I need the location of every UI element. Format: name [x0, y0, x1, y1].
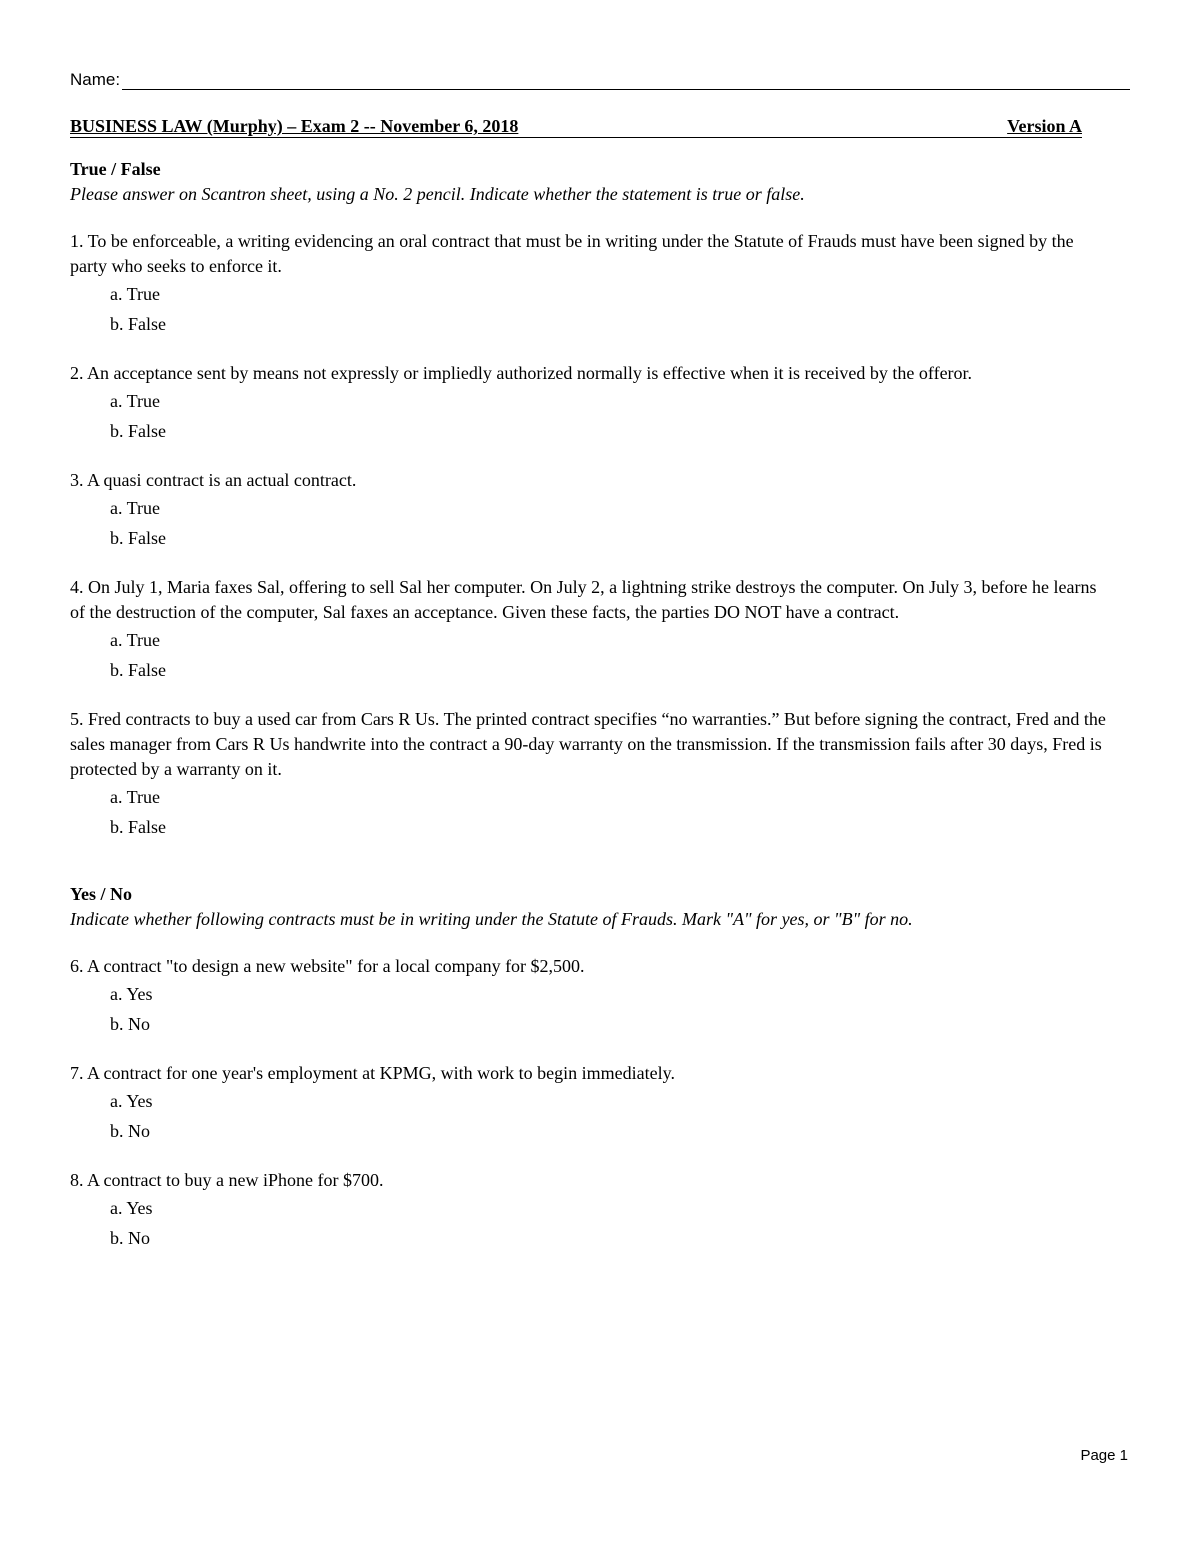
exam-title: BUSINESS LAW (Murphy) – Exam 2 -- November 6, 2018	[70, 116, 519, 136]
answer-options	[70, 279, 1115, 339]
question-list	[70, 954, 1115, 1253]
question-6	[70, 954, 1115, 1039]
exam-header	[70, 115, 1082, 138]
question-text: 4. On July 1, Maria faxes Sal, offering to sell Sal her computer. On July 2, a lightning strike destroys the computer. On July 3, before he learns of the destruction of the computer, Sal faxes an acceptance. Given these facts, the parties DO NOT have a contract.	[70, 577, 1097, 622]
question-text: 1. To be enforceable, a writing evidencing an oral contract that must be in writing under the Statute of Frauds must have been signed by the party who seeks to enforce it.	[70, 231, 1074, 276]
exam-content	[70, 157, 1115, 1253]
option-a: a. True	[110, 787, 161, 807]
name-field	[70, 70, 1130, 90]
answer-options	[70, 1086, 1115, 1146]
option-a: a. True	[110, 498, 161, 518]
name-label: Name:	[70, 70, 121, 89]
option-b: b. False	[110, 314, 166, 334]
question-text: 7. A contract for one year's employment at KPMG, with work to begin immediately.	[70, 1063, 675, 1083]
section-instructions: Please answer on Scantron sheet, using a No. 2 pencil. Indicate whether the statement is true or false.	[70, 184, 805, 204]
question-7	[70, 1061, 1115, 1146]
option-a: a. True	[110, 391, 161, 411]
exam-version: Version A	[1007, 116, 1082, 136]
option-a: a. Yes	[110, 1198, 153, 1218]
option-b: b. False	[110, 528, 166, 548]
option-b: b. No	[110, 1014, 150, 1034]
answer-options	[70, 493, 1115, 553]
question-text: 5. Fred contracts to buy a used car from Cars R Us. The printed contract specifies “no warranties.” But before signing the contract, Fred and the sales manager from Cars R Us handwrite into the contract a 90-day warranty on the transmission. If the transmission fails after 30 days, Fred is protected by a warranty on it.	[70, 709, 1106, 779]
option-b: b. No	[110, 1228, 150, 1248]
question-3	[70, 468, 1115, 553]
question-8	[70, 1168, 1115, 1253]
section-instructions: Indicate whether following contracts must be in writing under the Statute of Frauds. Mark "A" for yes, or "B" for no.	[70, 909, 913, 929]
option-a: a. Yes	[110, 984, 153, 1004]
question-text: 8. A contract to buy a new iPhone for $700.	[70, 1170, 384, 1190]
question-5	[70, 707, 1115, 842]
name-blank-line	[122, 71, 1130, 90]
option-a: a. True	[110, 284, 161, 304]
option-a: a. Yes	[110, 1091, 153, 1111]
question-text: 6. A contract "to design a new website" for a local company for $2,500.	[70, 956, 585, 976]
answer-options	[70, 1193, 1115, 1253]
question-text: 3. A quasi contract is an actual contract.	[70, 470, 357, 490]
answer-options	[70, 625, 1115, 685]
answer-options	[70, 979, 1115, 1039]
option-b: b. False	[110, 817, 166, 837]
answer-options	[70, 386, 1115, 446]
question-text: 2. An acceptance sent by means not expressly or impliedly authorized normally is effective when it is received by the offeror.	[70, 363, 973, 383]
section-title: Yes / No	[70, 884, 132, 904]
option-a: a. True	[110, 630, 161, 650]
option-b: b. False	[110, 660, 166, 680]
option-b: b. No	[110, 1121, 150, 1141]
question-list	[70, 229, 1115, 842]
question-4	[70, 575, 1115, 685]
page-number: Page 1	[1080, 1447, 1128, 1464]
answer-options	[70, 782, 1115, 842]
section-title: True / False	[70, 159, 161, 179]
question-1	[70, 229, 1115, 339]
section-yes-no	[70, 882, 1115, 1253]
option-b: b. False	[110, 421, 166, 441]
section-true-false	[70, 157, 1115, 842]
question-2	[70, 361, 1115, 446]
